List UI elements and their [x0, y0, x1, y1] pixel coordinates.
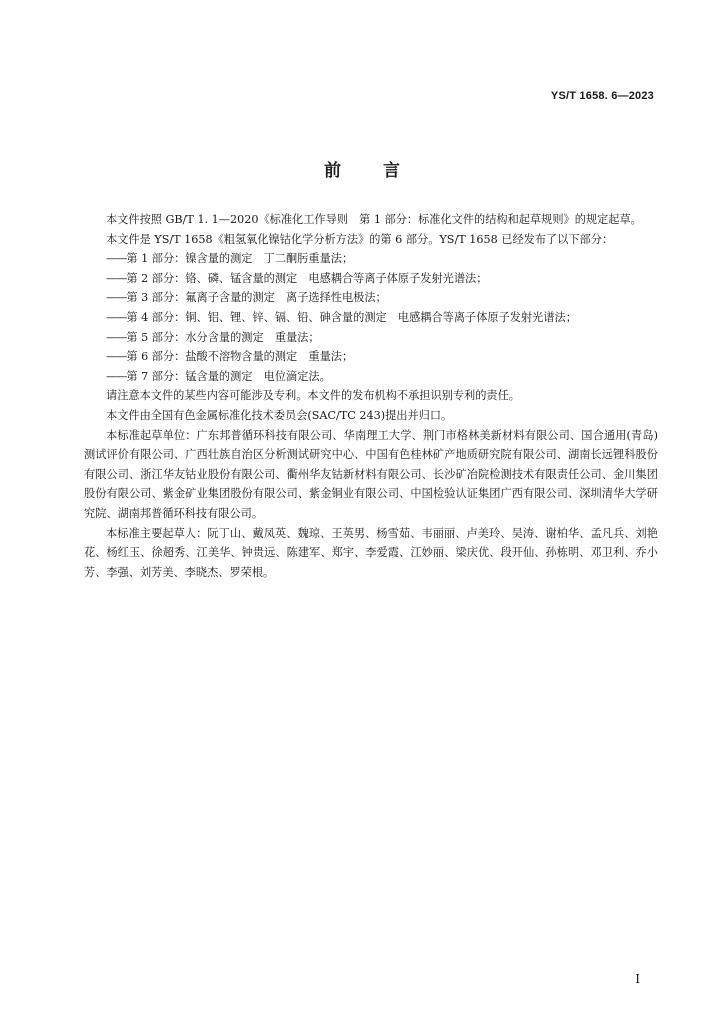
list-item	[84, 288, 658, 308]
list-dash: ——	[106, 291, 127, 305]
list-dash: ——	[106, 369, 127, 383]
list-item-text: 第 7 部分：锰含量的测定 电位滴定法。	[126, 369, 331, 383]
page-number: I	[635, 972, 640, 986]
list-dash: ——	[106, 350, 127, 364]
paragraph-drafting-rules: 本文件按照 GB/T 1. 1—2020《标准化工作导则 第 1 部分：标准化文件的结构和起草规则》的规定起草。	[106, 213, 642, 226]
list-dash: ——	[106, 310, 127, 324]
list-item	[84, 249, 658, 269]
list-dash: ——	[106, 271, 127, 285]
list-item-text: 第 2 部分：铬、磷、锰含量的测定 电感耦合等离子体原子发射光谱法；	[126, 271, 488, 285]
paragraph-series-intro: 本文件是 YS/T 1658《粗氢氧化镍钴化学分析方法》的第 6 部分。YS/T 1658 已经发布了以下部分：	[106, 232, 614, 246]
parts-list	[84, 249, 658, 386]
list-item	[84, 347, 658, 367]
list-item-text: 第 6 部分：盐酸不溶物含量的测定 重量法；	[126, 350, 354, 364]
paragraph-drafting-units: 本标准起草单位：广东邦普循环科技有限公司、华南理工大学、荆门市格林美新材料有限公司、国合通用(青岛)测试评价有限公司、广西壮族自治区分析测试研究中心、中国有色桂林矿产地质研究院有限公司、湖南长远锂科股份有限公司、浙江华友钴业股份有限公司、衢州华友钴新材料有限公司、长沙矿冶院检测技术有限责任公司、金川集团股份有限公司、紫金矿业集团股份有限公司、紫金铜业有限公司、中国检验认证集团广西有限公司、深圳清华大学研究院、湖南邦普循环科技有限公司。	[84, 428, 658, 520]
list-item-text: 第 4 部分：铜、铝、锂、锌、镉、铅、砷含量的测定 电感耦合等离子体原子发射光谱法；	[126, 310, 577, 324]
list-item	[84, 308, 658, 328]
list-item-text: 第 3 部分：氟离子含量的测定 离子选择性电极法；	[126, 291, 387, 305]
list-dash: ——	[106, 330, 127, 344]
paragraph-drafters: 本标准主要起草人：阮丁山、戴凤英、魏琼、王英男、杨雪茹、韦丽丽、卢美玲、吴涛、谢柏华、孟凡兵、刘艳花、杨红玉、徐超秀、江美华、钟贵远、陈建军、郑宇、李爱霞、江妙丽、梁庆优、段开仙、孙栋明、邓卫利、乔小芳、李强、刘芳美、李晓杰、罗荣根。	[84, 526, 658, 579]
list-item	[84, 269, 658, 289]
paragraph-patent-notice: 请注意本文件的某些内容可能涉及专利。本文件的发布机构不承担识别专利的责任。	[106, 389, 520, 403]
list-item	[84, 328, 658, 348]
list-item-text: 第 5 部分：水分含量的测定 重量法；	[126, 330, 320, 344]
paragraph-committee: 本文件由全国有色金属标准化技术委员会(SAC/TC 243)提出并归口。	[106, 408, 453, 422]
list-item-text: 第 1 部分：镍含量的测定 丁二酮肟重量法；	[126, 252, 354, 266]
foreword-body	[84, 210, 658, 582]
list-item	[84, 367, 658, 387]
list-dash: ——	[106, 252, 127, 266]
page-title: 前言	[324, 161, 442, 181]
standard-code: YS/T 1658. 6—2023	[550, 90, 654, 102]
